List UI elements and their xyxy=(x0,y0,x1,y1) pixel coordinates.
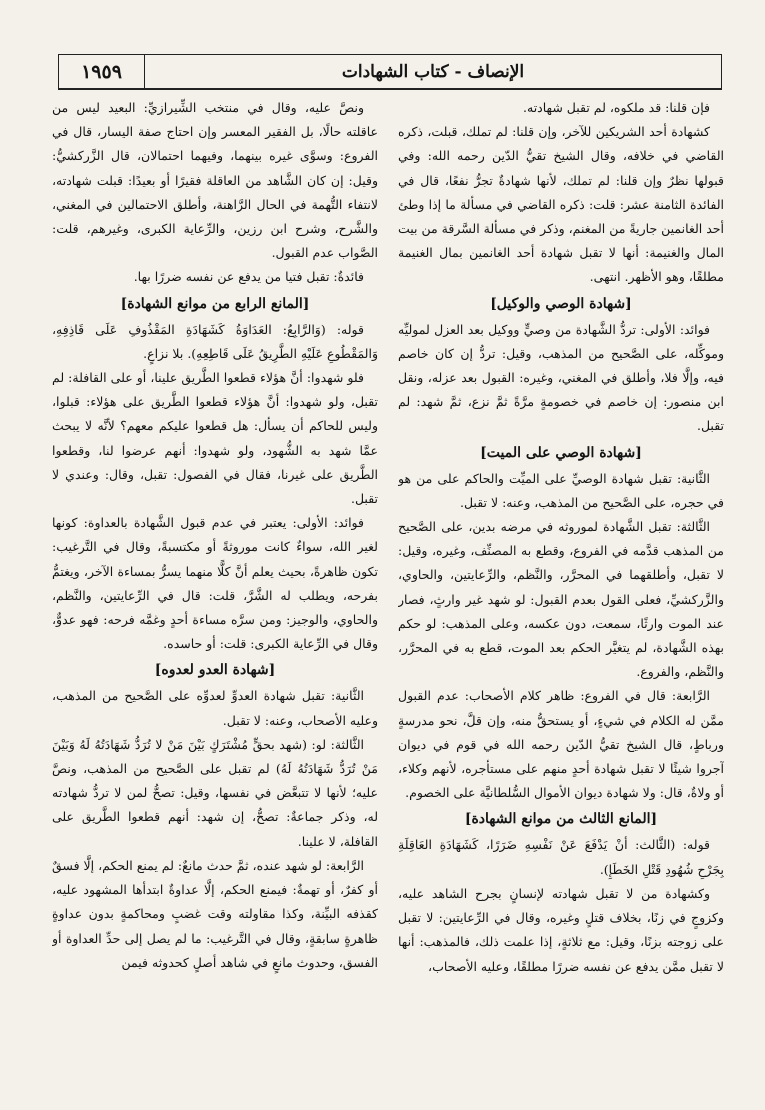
section-heading: [المانع الرابع من موانع الشهادة] xyxy=(120,295,310,312)
text-paragraph: الثَّالثة: لو: (شهد بحقٍّ مُشْتَرَكٍ بَيْنَ مَنْ لا تُرَدُّ شَهَادَتُهُ لَهُ وَبَيْنَ مَنْ تُرَدُّ شَهَادَتُهُ لَهُ) لم تقبل على الصَّحيح من المذهب، ونصَّ عليه؛ لأنها لا تتبعَّض في نفسها، وقيل: تصحُّ لمن لا تردُّ شهادته له، وذكر جماعةٌ: تصحُّ، إن شهد: أنهم قطعوا الطَّريق على القافلة، لا علينا. xyxy=(52,736,378,849)
text-paragraph: الثَّالثة: تقبل الشَّهادة لموروثه في مرضه بدين، على الصَّحيح من المذهب قدَّمه في الفروع، وقطع به المصنِّف، وغيره، وقيل: لا تقبل، وأطلقهما في المحرَّر، والنَّظم، والرِّعايتين، والحاوي، والزَّركشيِّ، فعلى القول بعدم القبول: لو شهد غير وارثٍ، فصار عند الموت وارثًا، سمعت، دون عكسه، وعلى المذهب: لو حكم بهذه الشَّهادة، لم يتغيَّر الحكم بعد الموت، قطع به في المحرَّر، والنَّظم، والفروع. xyxy=(398,519,724,680)
text-paragraph: الرَّابعة: قال في الفروع: ظاهر كلام الأصحاب: عدم القبول ممَّن له الكلام في شيءٍ، أو يستحقُّ منه، وإن قلَّ، نحو مدرسةٍ ورباطٍ، قال الشيخ تقيُّ الدّين رحمه الله في قوم في ديوان آجروا شيئًا لا تقبل شهادة أحدٍ منهم على مستأجره، لأنهم وكلاء، أو ولاةٌ، قال: ولا شهادة ديوان الأموال السُّلطانيَّة على الخصوم. xyxy=(398,688,724,801)
left-text-column xyxy=(52,96,378,1096)
section-heading: [شهادة الوصي والوكيل] xyxy=(490,295,632,312)
section-heading: [المانع الثالث من موانع الشهادة] xyxy=(464,811,658,828)
text-paragraph: فوائد: الأولى: تردُّ الشَّهادة من وصيٍّ ووكيل بعد العزل لموليِّه وموكِّله، على الصَّحيح من المذهب، وقيل: تردُّ إن كان خاصم فيه، وإلَّا فلا، وأطلق في المغني، وغيره: القبول بعد عزله، ونقل ابن منصور: إن خاصم في خصومةٍ مرَّةً ثمَّ نزع، ثمَّ شهد: لم تقبل. xyxy=(398,321,724,434)
section-heading: [شهادة الوصي على الميت] xyxy=(480,444,642,461)
page-number: ١٩٥٩ xyxy=(59,55,145,88)
text-paragraph: الثَّانية: تقبل شهادة العدوِّ لعدوِّه على الصَّحيح من المذهب، وعليه الأصحاب، وعنه: لا تقبل. xyxy=(52,688,378,728)
note-paragraph: فائدةٌ: تقبل فتيا من يدفع عن نفسه ضررًا بها. xyxy=(133,269,364,285)
running-title: الإنصاف - كتاب الشهادات xyxy=(341,61,525,82)
section-heading: [شهادة العدو لعدوه] xyxy=(154,662,276,679)
text-paragraph: فإن قلنا: قد ملكوه، لم تقبل شهادته. xyxy=(523,100,710,115)
right-text-column xyxy=(398,96,724,1096)
text-paragraph: الثَّانية: تقبل شهادة الوصيِّ على الميِّت والحاكم على من هو في حجره، على الصَّحيح من المذهب، وعنه: لا تقبل. xyxy=(398,470,724,510)
text-paragraph: ونصَّ عليه، وقال في منتخب الشِّيرازيِّ: البعيد ليس من عاقلته حالًا، بل الفقير المعسر وإن احتاج صفة اليسار، قال في الفروع: وسوَّى غيره بينهما، وفيهما احتمالان، قال الزَّركشيُّ: وقيل: إن كان الشَّاهد من العاقلة فقيرًا أو بعيدًا: قبلت شهادته، لانتفاء التُّهمة في الحال الرَّاهنة، وأطلق الاحتمالين في المغني، والشَّرح، وشرح ابن رزين، والرِّعاية الكبرى، وغيرهم، قلت: الصَّواب عدم القبول. xyxy=(52,100,378,261)
text-paragraph: قوله: (وَالرَّابِعُ: العَدَاوَةُ كَشَهَادَةِ المَقْذُوفِ عَلَى قَاذِفِهِ، وَالمَقْطُوعِ عَلَيْهِ الطَّرِيقُ عَلَى قَاطِعِهِ). بلا نزاعٍ. xyxy=(52,321,378,361)
text-paragraph: كشهادة أحد الشريكين للآخر، وإن قلنا: لم تملك، قبلت، ذكره القاضي في خلافه، وقال الشيخ تقيُّ الدّين رحمه الله: وفي قبولها نظرٌ وإن قلنا: لم تملك، لأنها شهادةٌ تجرُّ نفعًا، قال في الفائدة الثامنة عشر: قلت: ذكره القاضي في مسألة ما إذا وطئ أحد الغانمين جاريةً من المغنم، وذكر في مسألة السَّرقة من بيت المال والغنيمة: أنها لا تقبل شهادة أحد الغانمين بمال الغنيمة مطلقًا، وهو الأظهر. انتهى. xyxy=(398,124,724,285)
text-paragraph: قوله: (الثَّالث: أنْ يَدْفَعَ عَنْ نَفْسِهِ ضَرَرًا، كَشَهَادَةِ العَاقِلَةِ بِجَرْحِ شُهُودِ قَتْلِ الخَطَإِ). xyxy=(398,837,724,877)
text-paragraph: الرَّابعة: لو شهد عنده، ثمَّ حدث مانعٌ: لم يمنع الحكم، إلَّا فسقٌ أو كفرٌ، أو تهمةٌ: فيمنع الحكم، إلَّا عداوةٌ ابتدأها المشهود عليه، كقذفه البيِّنة، وكذا مقاولته وقت غضبٍ ومحاكمةٍ بدون عداوةٍ ظاهرةٍ سابقةٍ، وقال في التَّرغيب: ما لم يصل إلى حدِّ العداوة أو الفسق، وحدوث مانعٍ في شاهد أصلٍ كحدوثه فيمن xyxy=(52,857,378,970)
text-paragraph: فوائد: الأولى: يعتبر في عدم قبول الشَّهادة بالعداوة: كونها لغير الله، سواءٌ كانت موروثةً أو مكتسبةً، وقال في التَّرغيب: تكون ظاهرةً، بحيث يعلم أنَّ كلًّا منهما يسرُّ بمساءة الآخر، ويغتمُّ بفرحه، ويطلب له الشَّرَّ، قلت: قال في الرِّعايتين، والنَّظم، والحاوي، والوجيز: ومن سرَّه مساءة أحدٍ وغمَّه فرحه: فهو عدوٌّ، وقال في الرِّعاية الكبرى: قلت: أو حاسده. xyxy=(52,515,378,652)
text-paragraph: فلو شهدوا: أنَّ هؤلاء قطعوا الطَّريق علينا، أو على القافلة: لم تقبل، ولو شهدوا: أنَّ هؤلاء قطعوا الطَّريق على هؤلاء: قبلوا، وليس للحاكم أن يسأل: هل قطعوا عليكم معهم؟ لأنَّه لا يبحث عمَّا شهد به الشُّهود، ولو شهدوا: أنهم عرضوا لنا، وقطعوا الطَّريق على غيرنا، فقال في الفصول: تقبل، وقال: وعندي لا تقبل. xyxy=(52,370,378,507)
page-header xyxy=(58,54,722,90)
text-paragraph: وكشهادة من لا تقبل شهادته لإنسانٍ بجرح الشاهد عليه، وكزوجٍ في زنًا، بخلاف قتلٍ وغيره، وقال في الرِّعايتين: لا تقبل على زوجته بزنًا، وقيل: مع ثلاثةٍ، إذا علمت ذلك، فالمذهب: أنها لا تقبل ممَّن يدفع عن نفسه ضررًا مطلقًا، وعليه الأصحاب، xyxy=(398,885,724,974)
